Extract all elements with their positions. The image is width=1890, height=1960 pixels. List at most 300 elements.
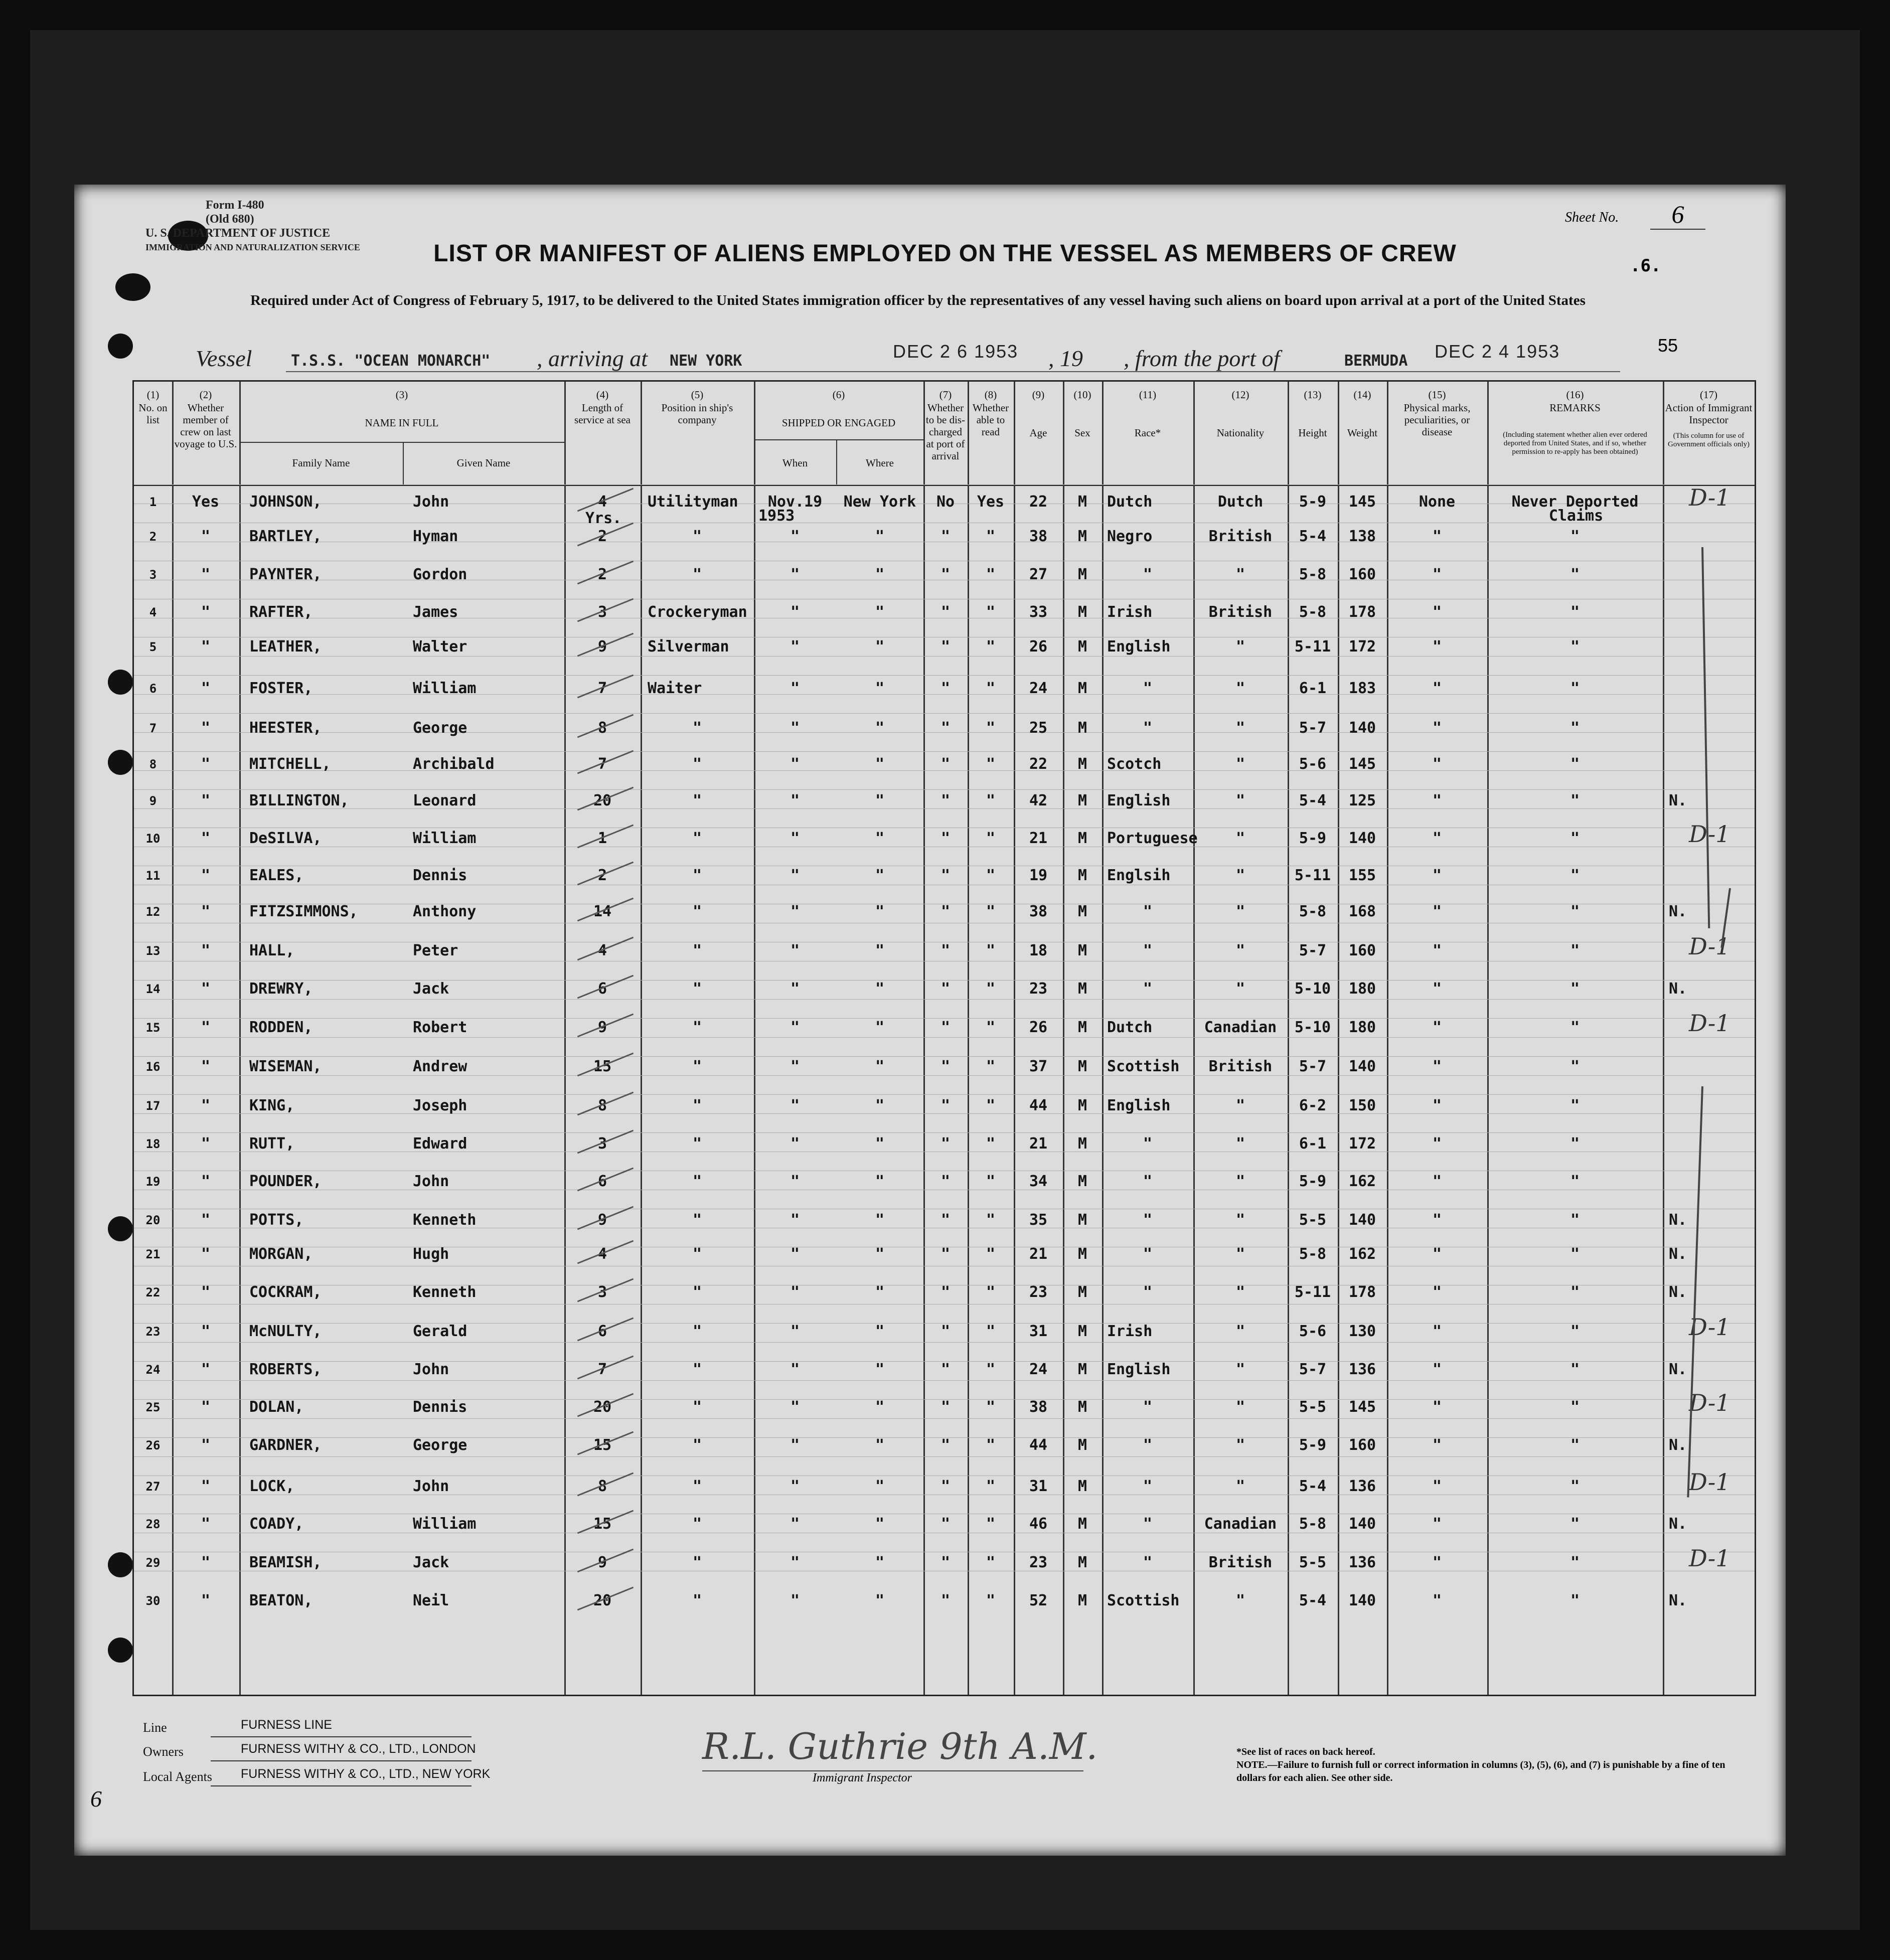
weight: 155 [1348, 867, 1376, 884]
family-name: DREWRY, [249, 980, 313, 998]
shipped-where: " [875, 980, 885, 998]
remarks: " [1570, 1361, 1580, 1378]
ship-position: " [692, 1436, 702, 1454]
able-to-read: " [986, 638, 996, 656]
able-to-read: " [986, 528, 996, 545]
sex: M [1077, 1173, 1087, 1190]
ink-blot [115, 273, 150, 301]
nationality: British [1208, 603, 1273, 621]
nationality: " [1235, 1173, 1245, 1190]
weight: 168 [1348, 903, 1376, 920]
shipped-where: " [875, 755, 885, 773]
arriving-label: , arriving at [537, 346, 648, 371]
able-to-read: " [986, 1515, 996, 1533]
member-last-voyage: " [201, 1283, 211, 1301]
row-number: 20 [145, 1213, 161, 1227]
where-header: Where [866, 457, 894, 469]
ship-position: " [692, 942, 702, 959]
ship-position: " [692, 1398, 702, 1416]
member-last-voyage: " [201, 792, 211, 809]
race: " [1143, 980, 1153, 998]
discharged: " [940, 1478, 951, 1495]
discharged: " [940, 1097, 951, 1114]
able-to-read: " [986, 942, 996, 959]
shipped-where: " [875, 1283, 885, 1301]
remarks: " [1570, 1478, 1580, 1495]
line-underline [211, 1736, 471, 1737]
c16-label: REMARKS [1549, 402, 1601, 414]
c6-label: SHIPPED OR ENGAGED [781, 417, 896, 429]
physical-marks: None [1419, 493, 1456, 511]
height: 5-5 [1299, 1398, 1327, 1416]
shipped-where: " [875, 1436, 885, 1454]
when-header: When [782, 457, 808, 469]
remarks: " [1570, 1135, 1580, 1153]
member-last-voyage: " [201, 603, 211, 621]
ship-position: " [692, 1058, 702, 1075]
race: Irish [1107, 603, 1153, 621]
discharged: " [940, 1211, 951, 1229]
sex: M [1077, 1398, 1087, 1416]
row-number: 9 [149, 794, 157, 808]
weight: 136 [1348, 1361, 1376, 1378]
ruled-line [134, 789, 1755, 790]
vessel-name: T.S.S. "OCEAN MONARCH" [291, 352, 491, 370]
nationality: " [1235, 1283, 1245, 1301]
c9-number: (9) [1032, 389, 1045, 401]
agents-label: Local Agents [143, 1769, 212, 1784]
years-at-sea: 20 [593, 1592, 612, 1609]
inspector-action: N. [1669, 1592, 1687, 1609]
c5-number: (5) [691, 389, 704, 401]
given-name: John [413, 1173, 449, 1190]
shipped-where: " [875, 942, 885, 959]
years-at-sea: 8 [597, 1478, 607, 1495]
height: 5-4 [1299, 792, 1327, 809]
ship-position: Crockeryman [648, 603, 747, 621]
weight: 140 [1348, 1058, 1376, 1075]
race: English [1107, 638, 1171, 656]
remarks: " [1570, 638, 1580, 656]
c17-label: Action of Immigrant Inspector [1665, 402, 1753, 426]
age: 38 [1029, 528, 1048, 545]
years-at-sea: 9 [597, 638, 607, 656]
ship-position: Silverman [648, 638, 729, 656]
height: 5-8 [1299, 603, 1327, 621]
shipped-when: " [790, 1361, 800, 1378]
c2-label: Whether member of crew on last voyage to U.S. [174, 402, 237, 450]
sex: M [1077, 638, 1087, 656]
inspector-caption: Immigrant Inspector [813, 1771, 912, 1784]
ruled-line [134, 1037, 1755, 1038]
weight: 162 [1348, 1173, 1376, 1190]
sex: M [1077, 1515, 1087, 1533]
c1-number: (1) [146, 389, 160, 401]
c17-number: (17) [1700, 389, 1717, 401]
height: 5-8 [1299, 903, 1327, 920]
able-to-read: " [986, 1592, 996, 1609]
shipped-when: " [790, 566, 800, 583]
height: 5-9 [1299, 830, 1327, 847]
given-name: Jack [413, 1554, 449, 1571]
age: 44 [1029, 1436, 1048, 1454]
discharged: " [940, 719, 951, 737]
punch-hole [108, 750, 133, 775]
race: " [1143, 1515, 1153, 1533]
c7-label: Whether to be dis-charged at port of arrival [925, 402, 966, 462]
agents-value: FURNESS WITHY & CO., LTD., NEW YORK [241, 1767, 491, 1781]
age: 22 [1029, 493, 1048, 511]
age: 23 [1029, 1283, 1048, 1301]
remarks: " [1570, 1592, 1580, 1609]
header-rule [239, 442, 564, 443]
member-last-voyage: " [201, 867, 211, 884]
ship-position: Waiter [648, 680, 702, 697]
race: Englsih [1107, 867, 1171, 884]
sheet-label: Sheet No. [1565, 210, 1619, 225]
shipped-when: " [790, 528, 800, 545]
given-name: George [413, 1436, 467, 1454]
family-name: LEATHER, [249, 638, 322, 656]
inspector-action: N. [1669, 1245, 1687, 1263]
nationality: " [1235, 1436, 1245, 1454]
shipped-when: " [790, 1478, 800, 1495]
sex: M [1077, 493, 1087, 511]
sex: M [1077, 755, 1087, 773]
family-name: DeSILVA, [249, 830, 322, 847]
race: " [1143, 942, 1153, 959]
c7-number: (7) [939, 389, 952, 401]
shipped-when: " [790, 603, 800, 621]
age: 21 [1029, 830, 1048, 847]
physical-marks: " [1432, 1245, 1442, 1263]
weight: 172 [1348, 638, 1376, 656]
ship-position: " [692, 1323, 702, 1340]
shipped-where: " [875, 1323, 885, 1340]
able-to-read: Yes [977, 493, 1005, 511]
years-at-sea: 8 [597, 1097, 607, 1114]
height: 5-9 [1299, 1173, 1327, 1190]
shipped-where: " [875, 528, 885, 545]
arrival-date-stamp: DEC 2 6 1953 [893, 341, 1019, 362]
remarks: " [1570, 792, 1580, 809]
ship-position: " [692, 1019, 702, 1036]
ship-position: " [692, 1211, 702, 1229]
shipped-where: " [875, 1554, 885, 1571]
c14-number: (14) [1353, 389, 1371, 401]
shipped-when: " [790, 1135, 800, 1153]
sex: M [1077, 942, 1087, 959]
years-at-sea: 4 [597, 493, 607, 511]
age: 44 [1029, 1097, 1048, 1114]
physical-marks: " [1432, 830, 1442, 847]
able-to-read: " [986, 830, 996, 847]
row-number: 13 [145, 944, 161, 958]
shipped-when: " [790, 1097, 800, 1114]
age: 19 [1029, 867, 1048, 884]
physical-marks: " [1432, 566, 1442, 583]
inspector-action: D-1 [1689, 933, 1730, 960]
sex: M [1077, 1323, 1087, 1340]
shipped-when: " [790, 1436, 800, 1454]
able-to-read: " [986, 1361, 996, 1378]
years-at-sea: 4 [597, 1245, 607, 1263]
given-name: William [413, 680, 477, 697]
inspector-action: D-1 [1689, 1010, 1730, 1037]
weight: 140 [1348, 1211, 1376, 1229]
member-last-voyage: " [201, 1323, 211, 1340]
ship-position: Utilityman [648, 493, 738, 511]
discharged: " [940, 980, 951, 998]
sex: M [1077, 1478, 1087, 1495]
c8-number: (8) [984, 389, 997, 401]
race: Scottish [1107, 1592, 1180, 1609]
height: 5-9 [1299, 493, 1327, 511]
old-form-number: (Old 680) [206, 213, 254, 226]
height: 6-2 [1299, 1097, 1327, 1114]
punch-hole [108, 670, 133, 695]
age: 42 [1029, 792, 1048, 809]
ruled-line [134, 1342, 1755, 1343]
row-number: 11 [145, 869, 161, 883]
member-last-voyage: " [201, 830, 211, 847]
nationality: " [1235, 1478, 1245, 1495]
family-name: RAFTER, [249, 603, 313, 621]
age: 27 [1029, 566, 1048, 583]
member-last-voyage: Yes [192, 493, 220, 511]
member-last-voyage: " [201, 566, 211, 583]
shipped-when: " [790, 1211, 800, 1229]
shipped-when: " [790, 942, 800, 959]
race: " [1143, 1211, 1153, 1229]
header-rule [754, 439, 923, 440]
sex: M [1077, 1019, 1087, 1036]
physical-marks: " [1432, 755, 1442, 773]
inspector-action: N. [1669, 792, 1687, 809]
nationality: " [1235, 638, 1245, 656]
shipped-when: " [790, 1515, 800, 1533]
nationality: " [1235, 1398, 1245, 1416]
row-number: 14 [145, 982, 161, 996]
years-at-sea: 15 [593, 1436, 612, 1454]
sex: M [1077, 903, 1087, 920]
age: 33 [1029, 603, 1048, 621]
sex: M [1077, 603, 1087, 621]
shipped-when: " [790, 1173, 800, 1190]
family-name: EALES, [249, 867, 304, 884]
years-label: Yrs. [585, 510, 622, 527]
ruled-line [134, 999, 1755, 1000]
physical-marks: " [1432, 1515, 1442, 1533]
family-name: BEATON, [249, 1592, 313, 1609]
height: 5-7 [1299, 1058, 1327, 1075]
able-to-read: " [986, 1283, 996, 1301]
years-at-sea: 14 [593, 903, 612, 920]
inspector-action: D-1 [1689, 1389, 1730, 1416]
race: " [1143, 1173, 1153, 1190]
shipped-where: " [875, 792, 885, 809]
shipped-when: " [790, 755, 800, 773]
row-number: 6 [149, 682, 157, 696]
age: 38 [1029, 903, 1048, 920]
sheet-number: 6 [1650, 200, 1705, 230]
shipped-where: " [875, 1135, 885, 1153]
shipped-when: " [790, 830, 800, 847]
family-name: MITCHELL, [249, 755, 331, 773]
action-subheader: (This column for use of Government officials only) [1667, 432, 1750, 448]
shipped-where: " [875, 1515, 885, 1533]
discharged: " [940, 942, 951, 959]
years-at-sea: 7 [597, 680, 607, 697]
inspector-signature: R.L. Guthrie 9th A.M. [702, 1725, 1098, 1767]
height: 5-6 [1299, 755, 1327, 773]
given-name: Robert [413, 1019, 467, 1036]
family-name: BILLINGTON, [249, 792, 349, 809]
row-number: 24 [145, 1363, 161, 1377]
shipped-when: " [790, 1398, 800, 1416]
weight: 180 [1348, 1019, 1376, 1036]
member-last-voyage: " [201, 1515, 211, 1533]
nationality: British [1208, 1058, 1273, 1075]
inspector-action: N. [1669, 1436, 1687, 1454]
shipped-when: " [790, 903, 800, 920]
family-name: GARDNER, [249, 1436, 322, 1454]
nationality: " [1235, 980, 1245, 998]
remarks: " [1570, 1398, 1580, 1416]
ship-position: " [692, 903, 702, 920]
years-at-sea: 7 [597, 755, 607, 773]
sex: M [1077, 792, 1087, 809]
ship-position: " [692, 792, 702, 809]
physical-marks: " [1432, 638, 1442, 656]
able-to-read: " [986, 792, 996, 809]
family-name: MORGAN, [249, 1245, 313, 1263]
punch-hole [108, 1638, 133, 1663]
discharged: " [940, 867, 951, 884]
sex: M [1077, 1211, 1087, 1229]
c15-label: Physical marks, peculiarities, or disease [1403, 402, 1471, 438]
ruled-line [134, 713, 1755, 714]
family-name: DOLAN, [249, 1398, 304, 1416]
years-at-sea: 4 [597, 942, 607, 959]
able-to-read: " [986, 1211, 996, 1229]
shipped-where: " [875, 903, 885, 920]
c12-number: (12) [1231, 389, 1249, 401]
row-number: 8 [149, 757, 157, 771]
member-last-voyage: " [201, 719, 211, 737]
physical-marks: " [1432, 903, 1442, 920]
age: 37 [1029, 1058, 1048, 1075]
years-at-sea: 7 [597, 1361, 607, 1378]
ship-position: " [692, 528, 702, 545]
shipped-where: " [875, 719, 885, 737]
race: English [1107, 1361, 1171, 1378]
ruled-line [134, 1075, 1755, 1076]
given-name: Gerald [413, 1323, 467, 1340]
shipped-when: " [790, 719, 800, 737]
age: 25 [1029, 719, 1048, 737]
sex: M [1077, 680, 1087, 697]
ruled-line [134, 1380, 1755, 1381]
nationality: " [1235, 755, 1245, 773]
line-label: Line [143, 1720, 167, 1735]
ruled-line [134, 1132, 1755, 1133]
ship-position: " [692, 1135, 702, 1153]
discharged: " [940, 1398, 951, 1416]
sex: M [1077, 1436, 1087, 1454]
remarks: " [1570, 1283, 1580, 1301]
years-at-sea: 6 [597, 1323, 607, 1340]
ruled-line [134, 751, 1755, 752]
years-at-sea: 20 [593, 1398, 612, 1416]
column-divider [239, 382, 241, 1695]
ship-position: " [692, 719, 702, 737]
shipped-where: " [875, 1592, 885, 1609]
row-number: 12 [145, 905, 161, 919]
from-port: BERMUDA [1344, 352, 1408, 370]
remarks: " [1570, 566, 1580, 583]
ship-position: " [692, 1478, 702, 1495]
line-value: FURNESS LINE [241, 1718, 332, 1732]
given-name: Edward [413, 1135, 467, 1153]
punch-hole [108, 334, 133, 359]
member-last-voyage: " [201, 980, 211, 998]
years-at-sea: 3 [597, 1283, 607, 1301]
physical-marks: " [1432, 1019, 1442, 1036]
discharged: " [940, 680, 951, 697]
owners-label: Owners [143, 1744, 184, 1759]
remarks-claims: Claims [1548, 507, 1604, 525]
family-name: POTTS, [249, 1211, 304, 1229]
race: Scotch [1107, 755, 1162, 773]
able-to-read: " [986, 1398, 996, 1416]
c10-number: (10) [1073, 389, 1091, 401]
able-to-read: " [986, 1478, 996, 1495]
height: 5-7 [1299, 719, 1327, 737]
member-last-voyage: " [201, 1211, 211, 1229]
race: " [1143, 680, 1153, 697]
discharged: " [940, 1245, 951, 1263]
nationality: " [1235, 566, 1245, 583]
discharged: " [940, 566, 951, 583]
family-name: PAYNTER, [249, 566, 322, 583]
age: 38 [1029, 1398, 1048, 1416]
remarks: " [1570, 680, 1580, 697]
height: 5-8 [1299, 566, 1327, 583]
shipped-when: " [790, 638, 800, 656]
nationality: Canadian [1204, 1019, 1277, 1036]
punch-hole [108, 1216, 133, 1241]
row-number: 22 [145, 1285, 161, 1299]
race: English [1107, 792, 1171, 809]
remarks: " [1570, 903, 1580, 920]
owners-underline [211, 1760, 471, 1761]
page-title: LIST OR MANIFEST OF ALIENS EMPLOYED ON THE VESSEL AS MEMBERS OF CREW [433, 240, 1457, 267]
shipped-where: New York [843, 493, 916, 511]
ship-position: " [692, 980, 702, 998]
shipped-year: 1953 [758, 507, 795, 525]
shipped-where: " [875, 867, 885, 884]
height: 5-11 [1294, 1283, 1331, 1301]
member-last-voyage: " [201, 638, 211, 656]
weight: 178 [1348, 603, 1376, 621]
discharged: " [940, 1515, 951, 1533]
vessel-label: Vessel [196, 346, 252, 371]
member-last-voyage: " [201, 1135, 211, 1153]
row-number: 30 [145, 1594, 161, 1608]
given-name: James [413, 603, 458, 621]
c9-label: Age [1029, 427, 1047, 439]
